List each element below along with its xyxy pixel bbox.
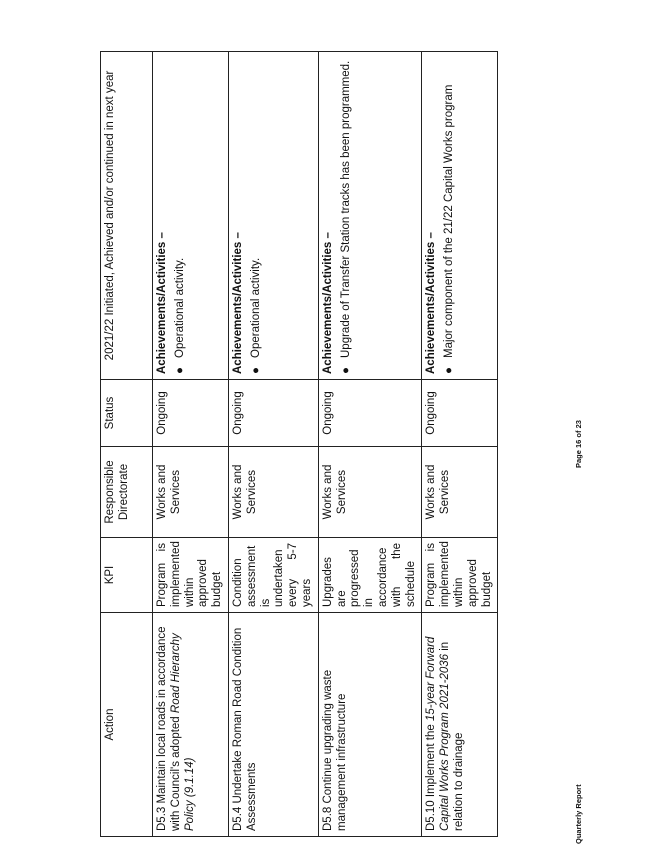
header-status: Status <box>101 380 153 447</box>
achievement-item <box>174 57 188 374</box>
footer-report-name: Quarterly Report <box>574 784 583 844</box>
bullet-icon: ● <box>443 367 456 374</box>
achievement-text: Operational activity. <box>249 257 262 358</box>
bullet-icon: ● <box>339 367 352 374</box>
table-row <box>228 52 318 837</box>
status-cell: Ongoing <box>422 380 498 447</box>
achievements-title: Achievements/Activities – <box>321 232 334 374</box>
header-directorate: Responsible Directorate <box>101 447 153 538</box>
achievement-item <box>443 57 457 374</box>
status-cell: Ongoing <box>153 380 229 447</box>
status-cell: Ongoing <box>318 380 422 447</box>
footer-page-number: Page 16 of 23 <box>574 420 583 468</box>
achievement-text: Operational activity. <box>173 257 186 358</box>
achievements-title: Achievements/Activities – <box>425 232 438 374</box>
directorate-cell: Works and Services <box>228 447 318 538</box>
header-kpi: KPI <box>101 538 153 613</box>
rotated-page-content <box>100 52 493 837</box>
action-cell <box>318 613 422 837</box>
kpi-cell: Program is implemented within approved budget <box>153 538 229 613</box>
achievements-cell <box>318 52 422 380</box>
header-progress: 2021/22 Initiated, Achieved and/or continued in next year <box>101 52 153 380</box>
table-row <box>318 52 422 837</box>
kpi-cell: Condition assessment is undertaken every 5-7 years <box>228 538 318 613</box>
achievements-cell <box>422 52 498 380</box>
achievements-cell <box>153 52 229 380</box>
kpi-cell: Upgrades are progressed in accordance with the schedule <box>318 538 422 613</box>
table-header-row <box>101 52 153 837</box>
table-row <box>422 52 498 837</box>
action-text: D5.4 Undertake Roman Road Condition Assessments <box>231 627 258 831</box>
bullet-icon: ● <box>249 367 262 374</box>
achievement-text: Major component of the 21/22 Capital Works program <box>443 84 456 358</box>
action-italic-text: 15-year Forward Capital Works Program 2021-2036 <box>425 636 452 831</box>
directorate-cell: Works and Services <box>318 447 422 538</box>
action-text: D5.8 Continue upgrading waste management infrastructure <box>321 669 348 831</box>
directorate-cell: Works and Services <box>153 447 229 538</box>
action-text-tail: in relation to drainage <box>439 641 465 831</box>
kpi-table <box>100 51 498 837</box>
action-italic-text: Road Hierarchy Policy (9.1.14) <box>169 633 196 831</box>
header-action: Action <box>101 613 153 837</box>
achievements-title: Achievements/Activities – <box>156 232 168 374</box>
directorate-cell: Works and Services <box>422 447 498 538</box>
achievements-title: Achievements/Activities – <box>231 232 244 374</box>
status-cell: Ongoing <box>228 380 318 447</box>
kpi-cell: Program is implemented within approved budget <box>422 538 498 613</box>
table-row <box>153 52 229 837</box>
achievements-cell <box>228 52 318 380</box>
achievement-item <box>340 57 354 374</box>
action-cell <box>153 613 229 837</box>
bullet-icon: ● <box>173 367 186 374</box>
action-cell <box>422 613 498 837</box>
achievement-item <box>250 57 264 374</box>
achievement-text: Upgrade of Transfer Station tracks has been programmed. <box>339 60 352 358</box>
action-cell <box>228 613 318 837</box>
action-text: D5.10 Implement the <box>425 721 438 831</box>
action-text: D5.3 Maintain local roads in accordance with Council's adopted <box>156 626 182 831</box>
